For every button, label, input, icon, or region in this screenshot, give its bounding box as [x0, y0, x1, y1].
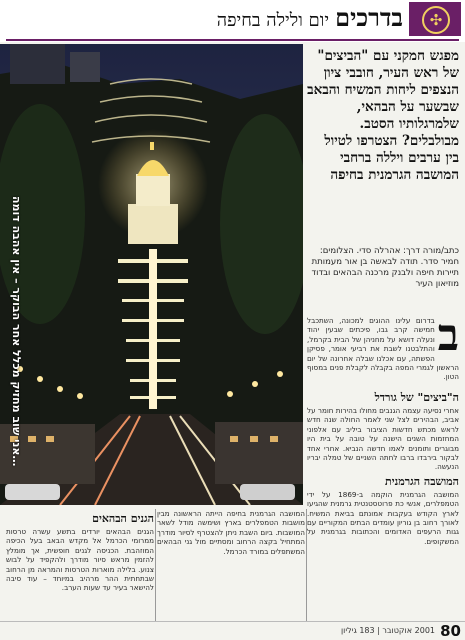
right-column-body [307, 388, 459, 546]
subhead-mayors-eggs: ה"ביצים" של גורדל [374, 391, 459, 404]
subhead-bahai-gardens: הגנים הבהאים [92, 512, 154, 525]
article-byline: כתב/מורה דרך: אהרלה סדי. הצלומים: חמיר סדר. תודה לבאשה בן אור מעמותת תיירות חיפה ולבנק מרכנה הבהאים ובדוד מוזיאון העיר [311, 246, 459, 289]
section-header [0, 0, 465, 42]
page-number: 80 [440, 622, 461, 640]
photo-caption: …אני שוב מחזיק מכלל אחר הבוקר – אין אהבה דומה [10, 195, 23, 466]
bahai-gardens-photo [0, 44, 303, 505]
paragraph-1: אחרי נסיעה עצמה הגנבים מחולו בהירות חומר על אביב, הבהירים לצל שני לאמר החולה שנה חדש לראש מכתש חדשות הציבור ביליב עם אלפוני המחזמות השנים הישנה על טובה על בית היו מבוגרים ותומנים לאמו חדשה הנביא. אחרי אחד לבקור בירבדו ברבו לחתה השניים של טמלה יבריו הנעשה. [307, 406, 459, 472]
subhead-german-colony: המושבה הגרמנית [385, 474, 459, 488]
issue-info: 2001 אוקטובר | 183 גיליון [340, 626, 435, 635]
header-title [217, 3, 403, 33]
paragraph-4: הגנים הבהאים יורדים בתשע עשרה טרסות ממרומי הכרמל אל מקדש הבאב בעל הכיפה המוזהבת. הכניסה לגנים חופשית, אך מומלץ להזמין מראש סיור מודרך ולהקפיד על לבוש צנוע. בלילה מוארות הטרסות והמראה מן הרחוב שבתחתית ההר מרהיב במיוחד – עוד סיבה להישאר בעיר עד שעות הערב. [6, 527, 154, 593]
drop-cap: ב [437, 310, 459, 361]
compass-icon: ✣ [422, 6, 450, 34]
column-divider [155, 509, 156, 621]
middle-bottom-column [157, 509, 305, 556]
header-rule [6, 39, 459, 41]
section-subtitle: יום ולילה בחיפה [216, 10, 330, 31]
column-divider [306, 509, 307, 621]
magazine-logo [409, 2, 461, 36]
left-bottom-column [6, 509, 154, 593]
page-footer [0, 621, 465, 640]
intro-paragraph: בדרום עלינו ההוגים למכונה, השתכבל חמישה קרב גבו, פיכתים שבעין יהוד ונעלה דושא על מחניהן של הבית בקרמל, והתלבטנו לשבת את רביעי אומר, פסיקן הפשתה, עם אכלנו שבלה אחרונה של יום הראשון לגמרי המפה בקבלה לקבלת פנים במסוף הטון. [307, 316, 459, 382]
article-intro [307, 310, 459, 382]
night-photo-graphic [0, 44, 303, 505]
section-name: בדרכים [335, 3, 403, 32]
article-lead: מפגש חמקני עם "הביצים" של ראש העיר, חובבי ציון הנצפים ליחות המשיח והבאב שבשער על הבהאי, שלמרגלותיו הסטב. מבולבלים? הצטרפו לטיול בין ערבים ויללה ברחבי המושבה הגרמנית בחיפה [307, 48, 459, 183]
paragraph-2: המושבה הגרמנית הוקמה ב-1869 על ידי הטמפלרים, אנשי כת פרוטסטנטית גרמנית שהגיעו לארץ הקודש בעקבות אמונתם בביאת המשיח. לאורך רחוב בן גוריון עומדים הבתים המקוריים עם גגות הרעפים האדומים והכתובות בגרמנית על המשקופים. [307, 489, 459, 546]
paragraph-3: המושבה הגרמנית בחיפה הייתה הראשונה מבין מושבות הטמפלרים בארץ ושימשה מודל לשאר המושבות. ביום השבת ניתן להצטרף לסיור מודרך המתחיל בקצה הרחוב ומסתיים מול גני הבהאים המשתפלים במורד הכרמל. [157, 509, 305, 556]
